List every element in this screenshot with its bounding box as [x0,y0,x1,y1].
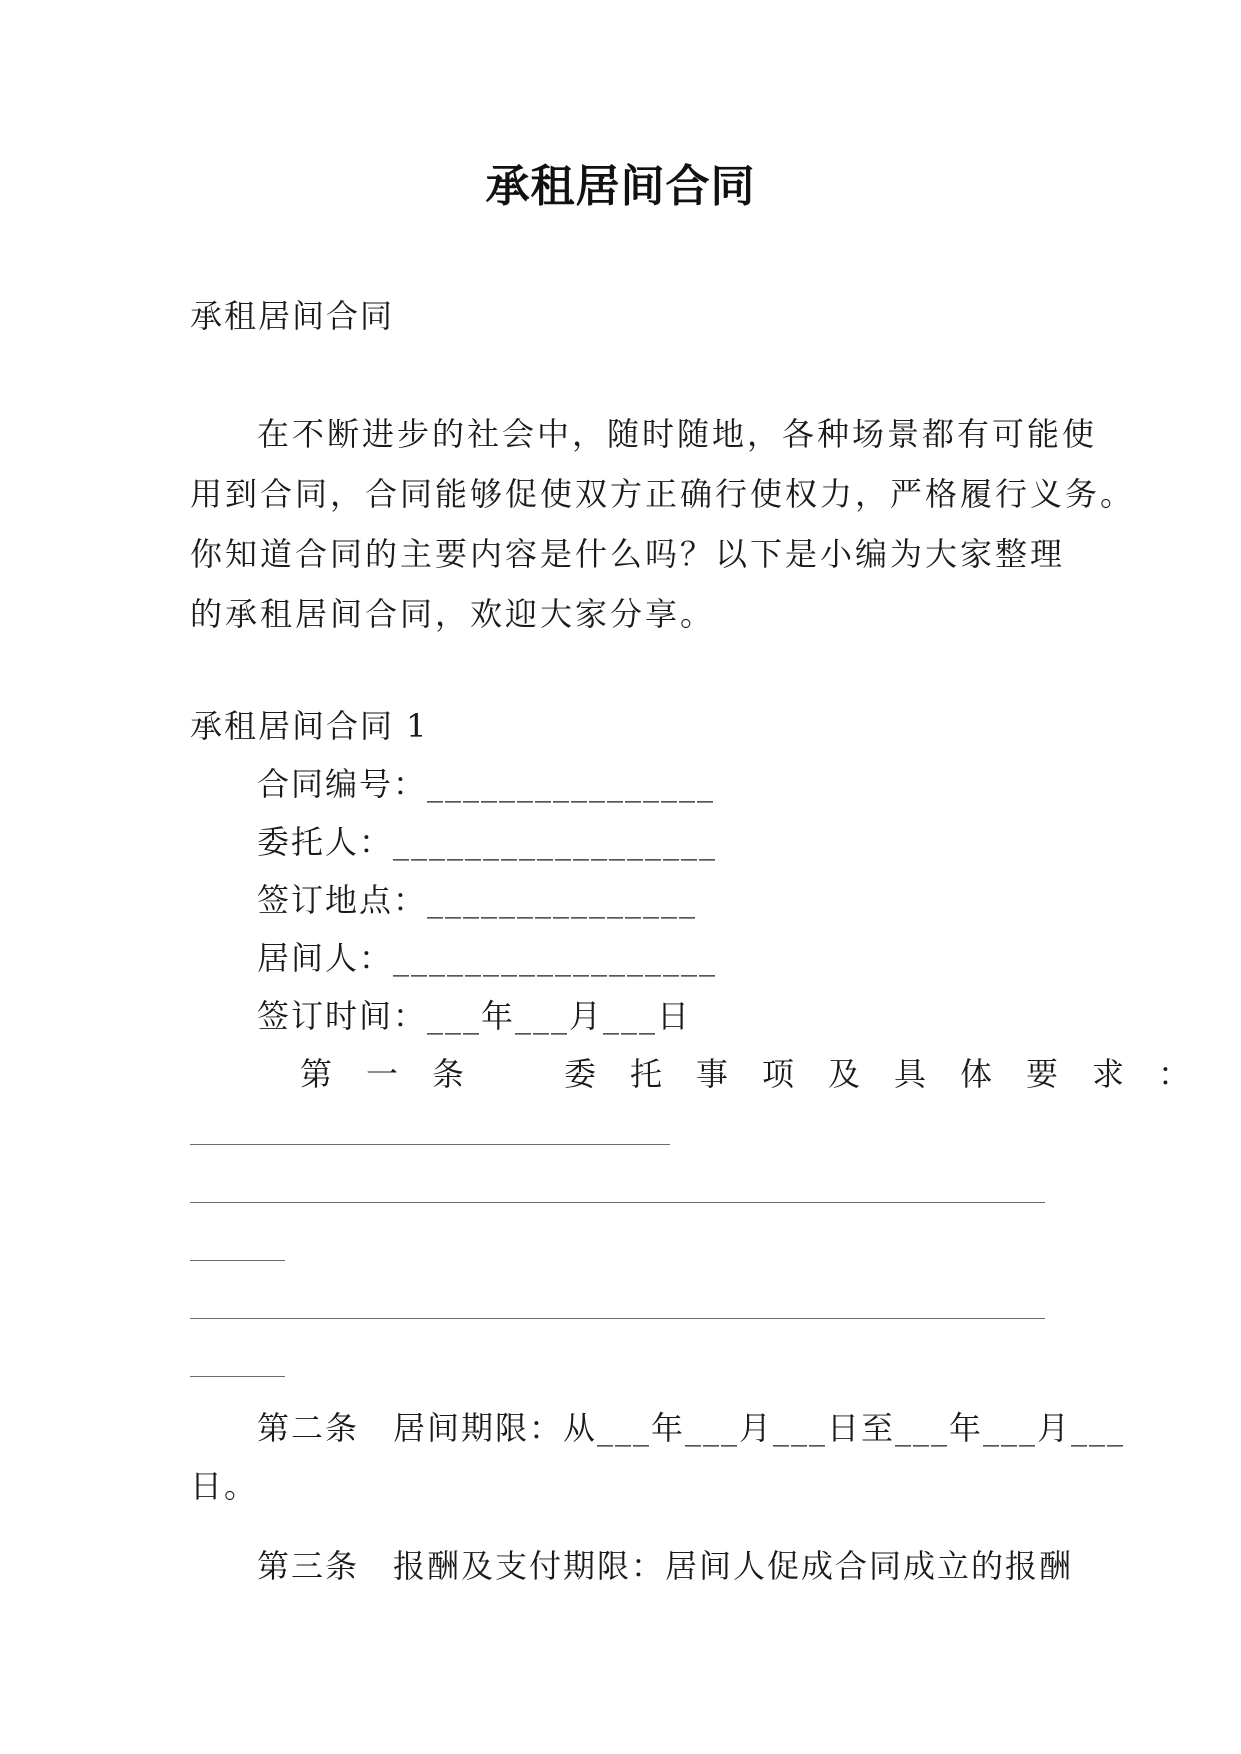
field-sign-place: 签订地点：_______________ [257,881,698,919]
blank-line [190,1144,670,1145]
intro-paragraph [190,404,1136,644]
article-1-heading [300,1054,1225,1094]
blank-line [190,1318,1045,1319]
article-2-line: 日。 [190,1467,259,1505]
field-contract-no: 合同编号：________________ [257,765,716,803]
document-title: 承租居间合同 [485,161,756,212]
article-3-line: 第三条 报酬及支付期限：居间人促成合同成立的报酬 [257,1547,1074,1585]
intro-line: 用到合同，合同能够促使双方正确行使权力，严格履行义务。 [190,475,1136,513]
section-heading: 承租居间合同 1 [190,707,429,745]
document-subtitle: 承租居间合同 [190,297,395,335]
intro-line: 在不断进步的社会中，随时随地，各种场景都有可能使 [257,415,1098,453]
blank-line [190,1202,1045,1203]
article-1-heading-text: 第一条 委托事项及具体要求： [300,1055,1225,1093]
intro-line: 的承租居间合同，欢迎大家分享。 [190,595,716,633]
blank-line [190,1260,285,1261]
blank-line [190,1376,285,1377]
intro-line: 你知道合同的主要内容是什么吗？以下是小编为大家整理 [190,535,1066,573]
field-sign-time: 签订时间：___年___月___日 [257,997,692,1035]
field-client: 委托人：__________________ [257,823,718,861]
article-2-line: 第二条 居间期限：从___年___月___日至___年___月___ [257,1409,1126,1447]
field-broker: 居间人：__________________ [257,939,718,977]
